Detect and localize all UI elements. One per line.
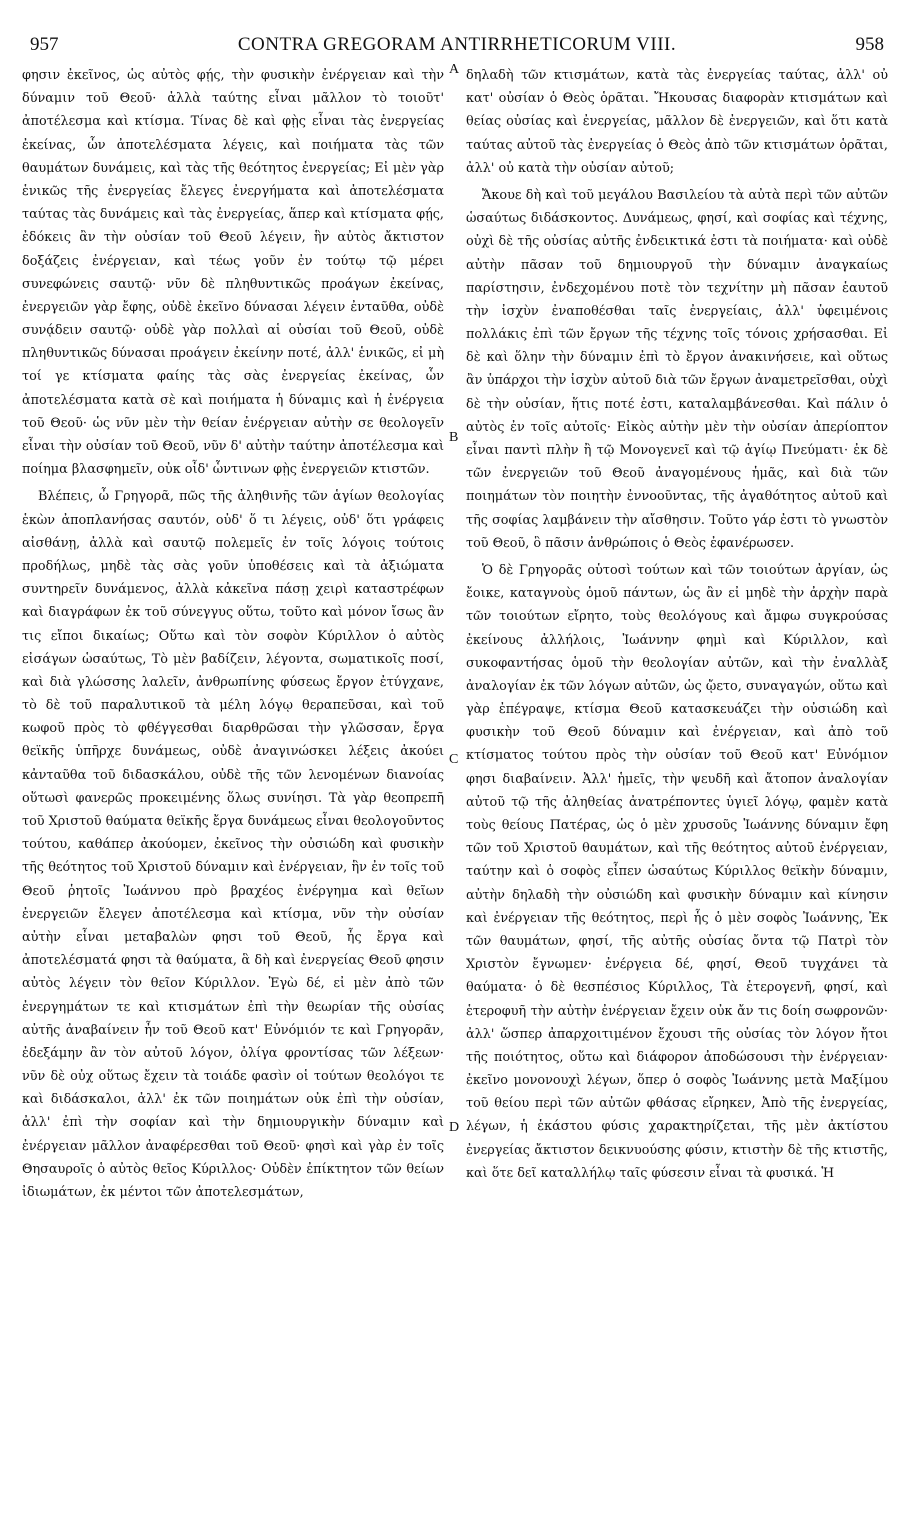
left-page-number: 957 xyxy=(30,34,59,55)
right-paragraph-1: δηλαδὴ τῶν κτισμάτων, κατὰ τὰς ἐνεργείας ταύτας, ἀλλ' οὐ κατ' οὐσίαν ὁ Θεὸς ὁρᾶται. Ἤκουσας διαφορὰν κτισμάτων καὶ θείας οὐσίας καὶ ἐνεργείας, μᾶλλον δὲ ἐνεργειῶν, καὶ ὅτι κατὰ ταύτας αὐτοῦ τὰς ἐνεργείας ὁ Θεὸς ἀπὸ τῶν κτισμάτων ὁρᾶται, ἀλλ' οὐ κατὰ τὴν οὐσίαν αὐτοῦ; xyxy=(466,68,888,176)
left-column xyxy=(22,64,444,1526)
running-title: CONTRA GREGORAM ANTIRRHETICORUM VIII. xyxy=(237,34,677,55)
margin-marker-c: C xyxy=(449,752,459,767)
margin-marker-d: D xyxy=(449,1120,460,1135)
margin-marker-b: B xyxy=(449,430,459,445)
left-paragraph-2: Βλέπεις, ὦ Γρηγορᾶ, πῶς τῆς ἀληθινῆς τῶν ἁγίων θεολογίας ἑκὼν ἀποπλανήσας σαυτόν, οὐδ' ὅ τι λέγεις, οὐδ' ὅτι γράφεις αἰσθάνῃ, ἀλλὰ καὶ σαυτῷ πολεμεῖς ἐν τοῖς λόγοις τούτοις προδήλως, μηδὲ τὰς σὰς γοῦν ὑποθέσεις καὶ τὰ ἀξιώματα συντηρεῖν δυνάμενος, ἀλλὰ κἀκεῖνα πάσῃ χειρὶ καταστρέφων καὶ διαγράφων ἐκ τοῦ σύνεγγυς οὕτω, τοῦτο καὶ μόνον ἴσως ἂν τις εἴποι δικαίως; Οὕτω καὶ τὸν σοφὸν Κύριλλον ὁ αὐτὸς εἰσάγων ὡσαύτως, Τὸ μὲν βαδίζειν, λέγοντα, σωματικοῖς ποσί, καὶ διὰ γλώσσης λαλεῖν, ἀνθρωπίνης φύσεως ἔργον ἐτύγχανε, τὸ δὲ τοῦ παραλυτικοῦ τὰ μέλη λόγῳ θεραπεῦσαι, καὶ τοῦ κωφοῦ πρὸς τὸ φθέγγεσθαι διαρθρῶσαι τὴν γλῶσσαν, ἔργα θεϊκῆς ὑπῆρχε δυνάμεως, οὐδὲ ἀναγινώσκει λέξεις ἀκούει κἀνταῦθα τοῦ διδασκάλου, οὐδὲ τῆς τῶν λενομένων διανοίας οὕτωσὶ φανερῶς προκειμένης ὅλως συνίησι. Τὰ γὰρ θεοπρεπῆ τοῦ Χριστοῦ θαύματα θεϊκῆς ἔργα δυνάμεως εἶναι θεολογοῦντος τούτου, καθάπερ ἀκούομεν, ἐκεῖνος τὴν οὐσιώδη καὶ φυσικὴν τῆς θεότητος τοῦ Χριστοῦ δύναμιν καὶ ἐνέργειαν, ἣν ἐν τοῖς τοῦ Θεοῦ ῥητοῖς Ἰωάννου πρὸ βραχέος ἐνέργημα καὶ θεῖων ἐνεργειῶν ἔλεγεν ἀποτέλεσμα καὶ κτίσμα, νῦν τὴν οὐσίαν αὐτὴν εἶναι μεταβαλὼν φησι τοῦ Θεοῦ, ἧς ἔργα καὶ ἀποτελέσματά φησι τὰ θαύματα, ἃ δὴ καὶ ἐνεργείας Θεοῦ φησιν αὐτὸς λέγειν τὸν θεῖον Κύριλλον. Ἐγὼ δέ, εἰ μὲν ἀπὸ τῶν ἐνεργημάτων τε καὶ κτισμάτων ἐπὶ τὴν θεωρίαν τῆς οὐσίας αὐτῆς ἀναβαίνειν ἦν τοῦ Θεοῦ κατ' Εὐνόμιόν τε καὶ Γρηγορᾶν, ἐδεξάμην ἂν τὸν αὐτοῦ λόγον, ὀλίγα φροντίσας τῶν λέξεων· νῦν δὲ οὐχ οὕτως ἔχειν τὰ τοιάδε φασὶν οἱ τούτων θεολόγοι τε καὶ διδάσκαλοι, ἀλλ' ἐκ τῶν ποιημάτων οὐκ ἐπὶ τὴν οὐσίαν, ἀλλ' ἐπὶ τὴν σοφίαν καὶ τὴν δημιουργικὴν δύναμιν καὶ ἐνέργειαν μᾶλλον ἀναφέρεσθαι τοῦ Θεοῦ· φησὶ καὶ γὰρ ἐν τοῖς Θησαυροῖς ὁ αὐτὸς θεῖος Κύριλλος· Οὐδὲν ἐπίκτητον τῶν θείων ἰδιωμάτων, ἐκ μέντοι τῶν ἀποτελεσμάτων, xyxy=(22,489,444,1200)
right-paragraph-3: Ὁ δὲ Γρηγορᾶς οὑτοσὶ τούτων καὶ τῶν τοιούτων ἀργίαν, ὡς ἔοικε, καταγνοὺς ὁμοῦ πάντων, ὡς ἂν εἰ μηδὲ τὴν ἀρχὴν παρὰ τῶν τοιούτων εἴρητο, τοὺς θεολόγους καὶ ἄμφω συγκρούσας ἐκείνους ἀλλήλοις, Ἰωάννην φημὶ καὶ Κύριλλον, καὶ συκοφαντήσας ὁμοῦ τὴν θεολογίαν αὐτῶν, καὶ τὴν ἐναλλὰξ ἀναλογίαν ἐκ τῶν λόγων αὐτῶν, ὡς ᾤετο, συναγαγών, οὕτω καὶ γὰρ ἐπέγραψε, κτίσμα Θεοῦ κατασκευάζει τὴν οὐσιώδη καὶ φυσικὴν τοῦ Θεοῦ δύναμιν καὶ ἐνέργειαν, καὶ ἀπὸ τοῦ κτίσματος τούτου πρὸς τὴν οὐσίαν τοῦ Θεοῦ κατ' Εὐνόμιον φησι διαβαίνειν. Ἀλλ' ἡμεῖς, τὴν ψευδῆ καὶ ἄτοπον ἀναλογίαν αὐτοῦ τῷ τῆς ἀληθείας ἀνατρέποντες ὑγιεῖ λόγῳ, φαμὲν κατὰ τοὺς θείους Πατέρας, ὡς ὁ μὲν χρυσοῦς Ἰωάννης δύναμιν ἔφη τῶν τοῦ Χριστοῦ θαυμάτων, καὶ τῆς θεότητος αὐτοῦ ἐνέργειαν, ταύτην καὶ ὁ σοφὸς εἶπεν ὡσαύτως Κύριλλος θεϊκὴν δύναμιν, αὐτὴν δηλαδὴ τὴν οὐσιώδη καὶ φυσικὴν δύναμιν καὶ κίνησιν καὶ ἐνέργειαν τῆς θεότητος, περὶ ἧς ὁ μὲν σοφὸς Ἰωάννης, Ἐκ τῶν θαυμάτων, φησί, τῆς αὐτῆς οὐσίας ὄντα τῷ Πατρὶ τὸν Χριστὸν ἔγνωμεν· ἐνέργεια δέ, φησί, Θεοῦ τυγχάνει τὰ θαύματα· ὁ δὲ θεσπέσιος Κύριλλος, Τὰ ἑτερογενῆ, φησί, καὶ ἑτεροφυῆ τὴν αὐτὴν ἐνέργειαν ἔχειν οὐκ ἄν τις δοίη σωφρονῶν· ἀλλ' ὥσπερ ἀπαρχοιτιμένον ἔχουσι τῆς οὐσίας τὸν λόγον ἤτοι τῆς ποιότητος, οὕτω καὶ διάφορον ἀποδώσουσι τὴν ἐνέργειαν· ἐκεῖνο μονονουχὶ λέγων, ὅπερ ὁ σοφὸς Ἰωάννης μετὰ Μαξίμου τοῦ θείου περὶ τῶν αὐτῶν φθάσας εἴρηκεν, Ἀπὸ τῆς ἐνεργείας, λέγων, ἡ ἑκάστου φύσις χαρακτηρίζεται, τῆς μὲν ἀκτίστου ἐνεργείας ἄκτιστον δεικνυούσης φύσιν, κτιστὴν δὲ τῆς κτιστῆς, καὶ ὅτε δεῖ καταλλήλῳ ταῖς φύσεσιν εἶναι τὰ φυσικά. Ἡ xyxy=(466,562,888,1181)
right-page-number: 958 xyxy=(855,34,884,55)
page-header xyxy=(30,30,884,60)
margin-marker-a: A xyxy=(449,62,460,77)
right-paragraph-2: Ἄκουε δὴ καὶ τοῦ μεγάλου Βασιλείου τὰ αὐτὰ περὶ τῶν αὐτῶν ὡσαύτως διδάσκοντος. Δυνάμεως, φησί, καὶ σοφίας καὶ τέχνης, οὐχὶ δὲ τῆς οὐσίας αὐτῆς ἐνδεικτικά ἐστι τὰ ποιήματα· καὶ οὐδὲ αὐτὴν πᾶσαν τοῦ δημιουργοῦ τὴν δύναμιν ἀναγκαίως παρίστησιν, ἐνδεχομένου ποτὲ τὸν τεχνίτην μὴ πᾶσαν ἑαυτοῦ τὴν ἰσχὺν ἐναποθέσθαι ταῖς ἐνεργείαις, ἀλλ' ὑφειμένοις πολλάκις ἐπὶ τῶν ἔργων τῆς τέχνης τοῖς τόνοις χρήσασθαι. Εἰ δὲ καὶ ὅλην τὴν δύναμιν ἐπὶ τὸ ἔργον ἀνακινήσειε, καὶ οὕτως ἂν ὑπάρχοι τὴν ἰσχὺν αὐτοῦ διὰ τῶν ἔργων ἀναμετρεῖσθαι, οὐχὶ δὲ τὴν οὐσίαν, ἥτις ποτέ ἐστι, καταλαμβάνεσθαι. Καὶ πάλιν ὁ αὐτὸς ἐν τοῖς αὐτοῖς· Εἰκὸς αὐτὴν μὲν τὴν οὐσίαν ἀπερίοπτον εἶναι παντὶ πλὴν ἢ τῷ Μονογενεῖ καὶ τῷ ἁγίῳ Πνεύματι· ἐκ δὲ τῶν ἐνεργειῶν τοῦ Θεοῦ ἀναγομένους ἡμᾶς, καὶ διὰ τῶν ποιημάτων τὸν ποιητὴν ἐννοοῦντας, τῆς ἀγαθότητος αὐτοῦ καὶ τῆς σοφίας λαμβάνειν τὴν αἴσθησιν. Τοῦτο γάρ ἐστι τὸ γνωστὸν τοῦ Θεοῦ, ὃ πᾶσιν ἀνθρώποις ὁ Θεὸς ἐφανέρωσεν. xyxy=(466,187,888,551)
left-paragraph-1: φησιν ἐκεῖνος, ὡς αὐτὸς φῄς, τὴν φυσικὴν ἐνέργειαν καὶ τὴν δύναμιν τοῦ Θεοῦ· ἀλλὰ ταύτης εἶναι μᾶλλον τὸ τοιοῦτ' ἀποτέλεσμα καὶ κτίσμα. Τίνας δὲ καὶ φῂς εἶναι τὰς ἐνεργείας ἐκείνας, ὧν ἀποτελέσματα λέγεις, καὶ ποιήματα τὰς τῶν θαυμάτων δυνάμεις, καὶ τὰς τῆς θεότητος ἐνεργείας; Εἰ μὲν γὰρ ἑνικῶς τῆς ἐνεργείας ἔλεγες ἐνεργήματα καὶ ἀποτελέσματα ταύτας τὰς δυνάμεις καὶ τὰς ἐνεργείας, ἅπερ καὶ κτίσματα φῄς, ἐδόκεις ἂν τὴν οὐσίαν τοῦ Θεοῦ λέγειν, ἣν αὐτὸς ἄκτιστον δοξάζεις ἐνέργειαν, καὶ τέως γοῦν ἐν τούτῳ τῷ μέρει συνεφώνεις σαυτῷ· νῦν δὲ πληθυντικῶς προάγων ἐκείνας, ἐνεργειῶν γὰρ ἔφης, οὐδὲ ἐκεῖνο δύνασαι λέγειν ἐνταῦθα, οὐδὲ συνᾴδειν σαυτῷ· οὐδὲ γὰρ πολλαὶ αἱ οὐσίαι τοῦ Θεοῦ, οὐδὲ πληθυντικῶς δύνασαι προάγειν ἐκείνην ποτέ, ἀλλ' ἑνικῶς, εἰ μὴ τοί γε κτίσματα φαίης τὰς σὰς ἐνεργείας ἐκείνας, ὧν ἀποτελέσματα κατὰ σὲ καὶ ποιήματα ἡ δύναμις καὶ ἡ ἐνέργεια τοῦ Θεοῦ· ὡς νῦν μὲν τὴν θείαν ἐνέργειαν αὐτὴν σε θεολογεῖν εἶναι τὴν οὐσίαν τοῦ Θεοῦ, νῦν δ' αὐτὴν ταύτην ἀποτέλεσμα καὶ ποίημα βλασφημεῖν, οὐκ οἶδ' ὧντινων φῂς ἐνεργειῶν κτιστῶν. xyxy=(22,68,444,478)
right-column xyxy=(466,64,888,1526)
